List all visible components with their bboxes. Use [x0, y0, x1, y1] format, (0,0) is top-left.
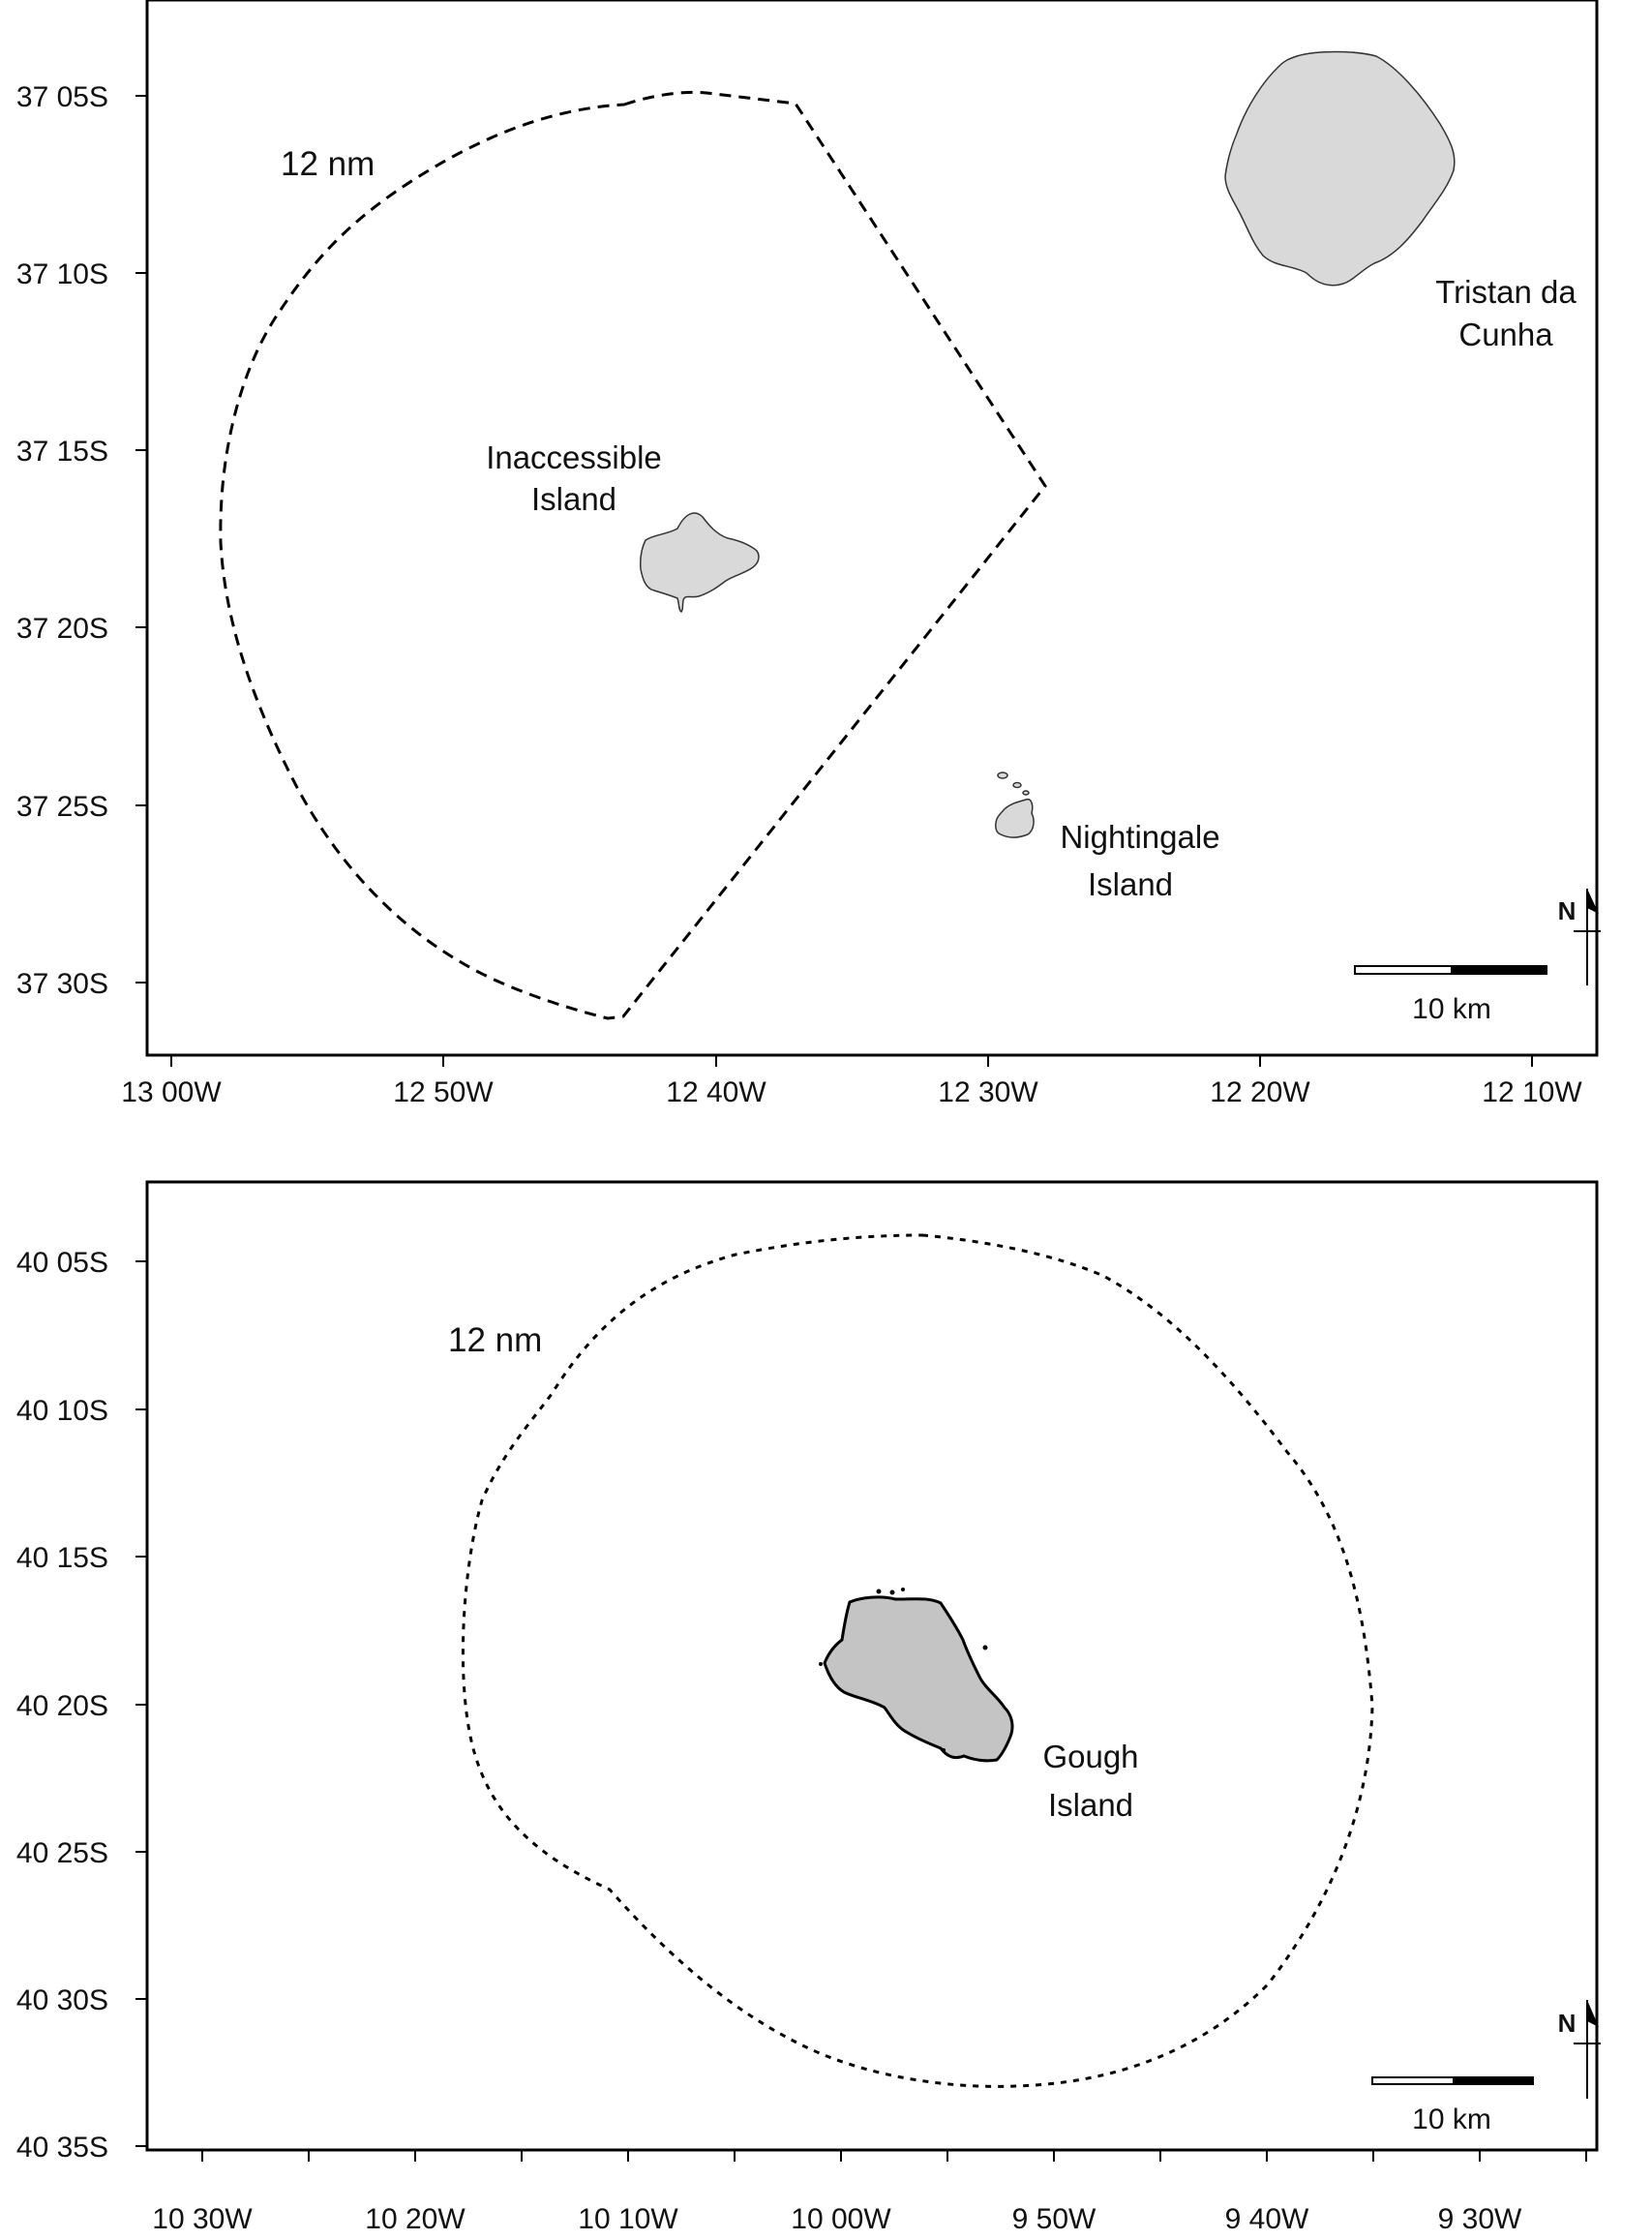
- islet: [942, 1748, 946, 1752]
- y-tick-label: 40 25S: [15, 1837, 108, 1869]
- island-tristan-da-cunha: [1225, 52, 1455, 286]
- islet: [819, 1662, 823, 1666]
- panel-tristan-y-labels: [16, 81, 108, 1000]
- x-tick-label: 9 30W: [1437, 2203, 1522, 2235]
- island-nightingale: [996, 772, 1034, 837]
- x-tick-label: 12 40W: [666, 1076, 766, 1108]
- island-nightingale-main: [996, 800, 1034, 837]
- island-label-tristan-line2: Cunha: [1458, 317, 1553, 352]
- y-tick-label: 40 30S: [15, 1984, 108, 2016]
- y-tick-label: 37 15S: [15, 436, 108, 468]
- panel-gough-y-labels: [16, 1247, 108, 2164]
- scale-bar-gough: [1372, 2077, 1533, 2135]
- y-tick-label: 37 30S: [15, 968, 108, 1000]
- y-tick-label: 40 15S: [15, 1542, 108, 1574]
- island-label-tristan-line1: Tristan da: [1435, 274, 1577, 310]
- zone-label-12nm: 12 nm: [281, 145, 375, 183]
- panel-gough-y-ticks: [135, 1261, 147, 2146]
- north-arrow-gough: [1558, 2000, 1601, 2099]
- panel-gough-x-labels: [152, 2203, 1522, 2235]
- y-tick-label: 40 35S: [15, 2132, 108, 2164]
- panel-tristan-x-ticks: [171, 1055, 1532, 1067]
- zone-boundary-12nm: [221, 92, 1045, 1018]
- scale-bar-black-segment: [1454, 2077, 1533, 2084]
- y-tick-label: 37 20S: [15, 613, 108, 645]
- island-label-gough-line1: Gough: [1042, 1739, 1139, 1774]
- scale-bar-black-segment: [1452, 966, 1547, 974]
- islet: [998, 772, 1007, 778]
- y-tick-label: 37 25S: [15, 791, 108, 823]
- island-label-nightingale-line2: Island: [1087, 866, 1174, 902]
- scale-bar-white-segment: [1372, 2077, 1454, 2084]
- panel-gough-x-ticks: [202, 2150, 1586, 2162]
- y-tick-label: 37 05S: [15, 81, 108, 113]
- zone-label-12nm: 12 nm: [448, 1321, 543, 1359]
- x-tick-label: 10 00W: [791, 2203, 891, 2235]
- island-label-inaccessible-line2: Island: [530, 481, 617, 517]
- island-label-inaccessible-line1: Inaccessible: [486, 439, 662, 475]
- scale-bar-label: 10 km: [1412, 2104, 1491, 2135]
- scale-bar-white-segment: [1355, 966, 1452, 974]
- island-inaccessible: [641, 513, 759, 612]
- north-arrow-tristan: [1558, 889, 1601, 985]
- panel-tristan-y-ticks: [135, 96, 147, 983]
- north-arrow-label: N: [1557, 2009, 1577, 2038]
- island-label-nightingale-line1: Nightingale: [1060, 819, 1220, 855]
- islet: [890, 1590, 895, 1595]
- y-tick-label: 40 10S: [15, 1395, 108, 1427]
- scale-bar-label: 10 km: [1412, 993, 1491, 1025]
- x-tick-label: 10 30W: [152, 2203, 253, 2235]
- x-tick-label: 12 10W: [1482, 1076, 1582, 1108]
- x-tick-label: 12 30W: [938, 1076, 1038, 1108]
- islet: [901, 1588, 905, 1591]
- island-gough: [825, 1597, 1012, 1761]
- x-tick-label: 13 00W: [121, 1076, 222, 1108]
- north-arrow-label: N: [1557, 896, 1577, 925]
- panel-tristan-x-labels: [121, 1076, 1582, 1108]
- y-tick-label: 37 10S: [15, 258, 108, 290]
- islet: [1013, 783, 1021, 788]
- island-label-gough-line2: Island: [1047, 1787, 1134, 1823]
- x-tick-label: 12 50W: [393, 1076, 494, 1108]
- x-tick-label: 9 50W: [1011, 2203, 1096, 2235]
- panel-gough: [16, 1182, 1601, 2235]
- x-tick-label: 12 20W: [1210, 1076, 1310, 1108]
- x-tick-label: 9 40W: [1224, 2203, 1309, 2235]
- islet: [1023, 791, 1029, 795]
- x-tick-label: 10 20W: [365, 2203, 466, 2235]
- scale-bar-tristan: [1355, 966, 1547, 1025]
- x-tick-label: 10 10W: [578, 2203, 678, 2235]
- islet: [983, 1646, 988, 1650]
- islet: [877, 1589, 882, 1594]
- y-tick-label: 40 20S: [15, 1690, 108, 1722]
- y-tick-label: 40 05S: [15, 1247, 108, 1279]
- panel-tristan: [16, 0, 1601, 1108]
